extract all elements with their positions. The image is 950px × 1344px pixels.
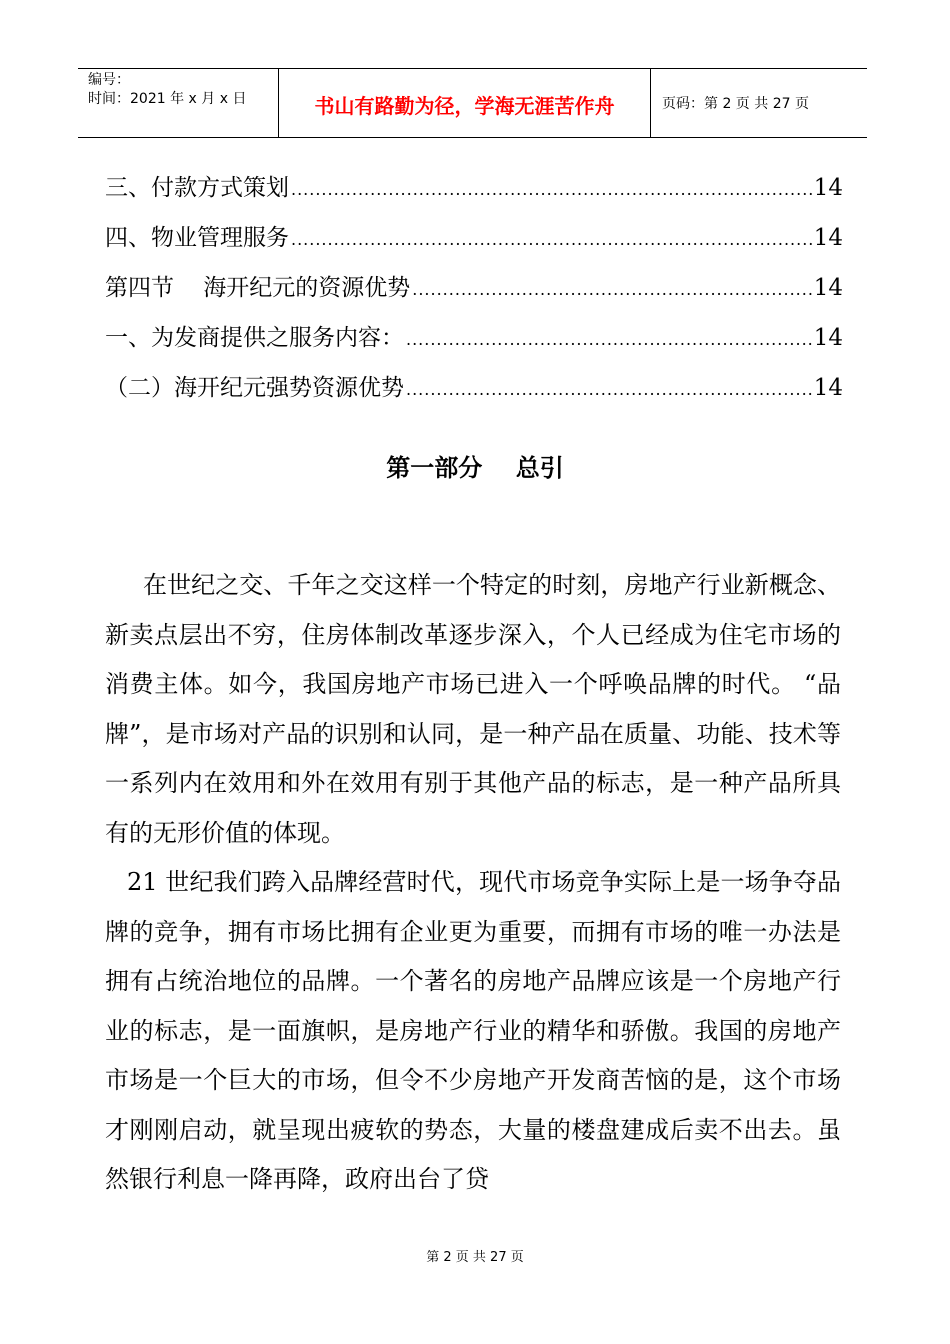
toc-entry[interactable] [105,320,843,370]
header-page-info: 页码：第 2 页 共 27 页 [662,96,809,112]
toc-entry-label: 四、物业管理服务 [105,225,289,251]
page-footer: 第 2 页 共 27 页 [426,1250,524,1265]
toc-leader-dots [412,272,811,308]
toc-entry-page: 14 [813,175,843,201]
toc-entry-page: 14 [813,275,843,301]
toc-leader-dots [291,222,812,258]
section-title: 第一部分 总引 [386,454,564,482]
table-of-contents [105,170,843,420]
toc-entry[interactable] [105,220,843,270]
toc-leader-dots [291,172,812,208]
toc-entry-label: 三、付款方式策划 [105,175,289,201]
toc-entry-label: 一、为发商提供之服务内容： [105,325,404,351]
document-header [78,68,867,138]
body-text [105,561,841,1205]
toc-leader-dots [406,322,812,358]
toc-entry-label: 第四节 海开纪元的资源优势 [105,275,411,301]
header-motto: 书山有路勤为径，学海无涯苦作舟 [279,69,651,137]
toc-entry[interactable] [105,170,843,220]
toc-entry[interactable] [105,370,843,420]
header-date-label: 时间：2021 年 x 月 x 日 [88,91,247,107]
toc-entry[interactable] [105,270,843,320]
toc-entry-page: 14 [813,325,843,351]
header-code-label: 编号： [88,72,130,88]
toc-entry-page: 14 [813,375,843,401]
toc-leader-dots [406,372,812,408]
toc-entry-label: （二）海开纪元强势资源优势 [105,375,404,401]
header-meta [78,69,279,137]
toc-entry-page: 14 [813,225,843,251]
body-paragraph: 在世纪之交、千年之交这样一个特定的时刻，房地产行业新概念、新卖点层出不穷，住房体制改革逐步深入，个人已经成为住宅市场的消费主体。如今，我国房地产市场已进入一个呼唤品牌的时代。 “品牌”，是市场对产品的识别和认同，是一种产品在质量、功能、技术等一系列内在效用和外在效用有别于其他产品的标志，是一种产品所具有的无形价值的体现。 [105,571,841,847]
body-paragraph: 21 世纪我们跨入品牌经营时代，现代市场竞争实际上是一场争夺品牌的竞争，拥有市场比拥有企业更为重要，而拥有市场的唯一办法是拥有占统治地位的品牌。一个著名的房地产品牌应该是一个房地产行业的标志，是一面旗帜，是房地产行业的精华和骄傲。我国的房地产市场是一个巨大的市场，但令不少房地产开发商苦恼的是，这个市场才刚刚启动，就呈现出疲软的势态，大量的楼盘建成后卖不出去。虽然银行利息一降再降，政府出台了贷 [105,868,841,1193]
